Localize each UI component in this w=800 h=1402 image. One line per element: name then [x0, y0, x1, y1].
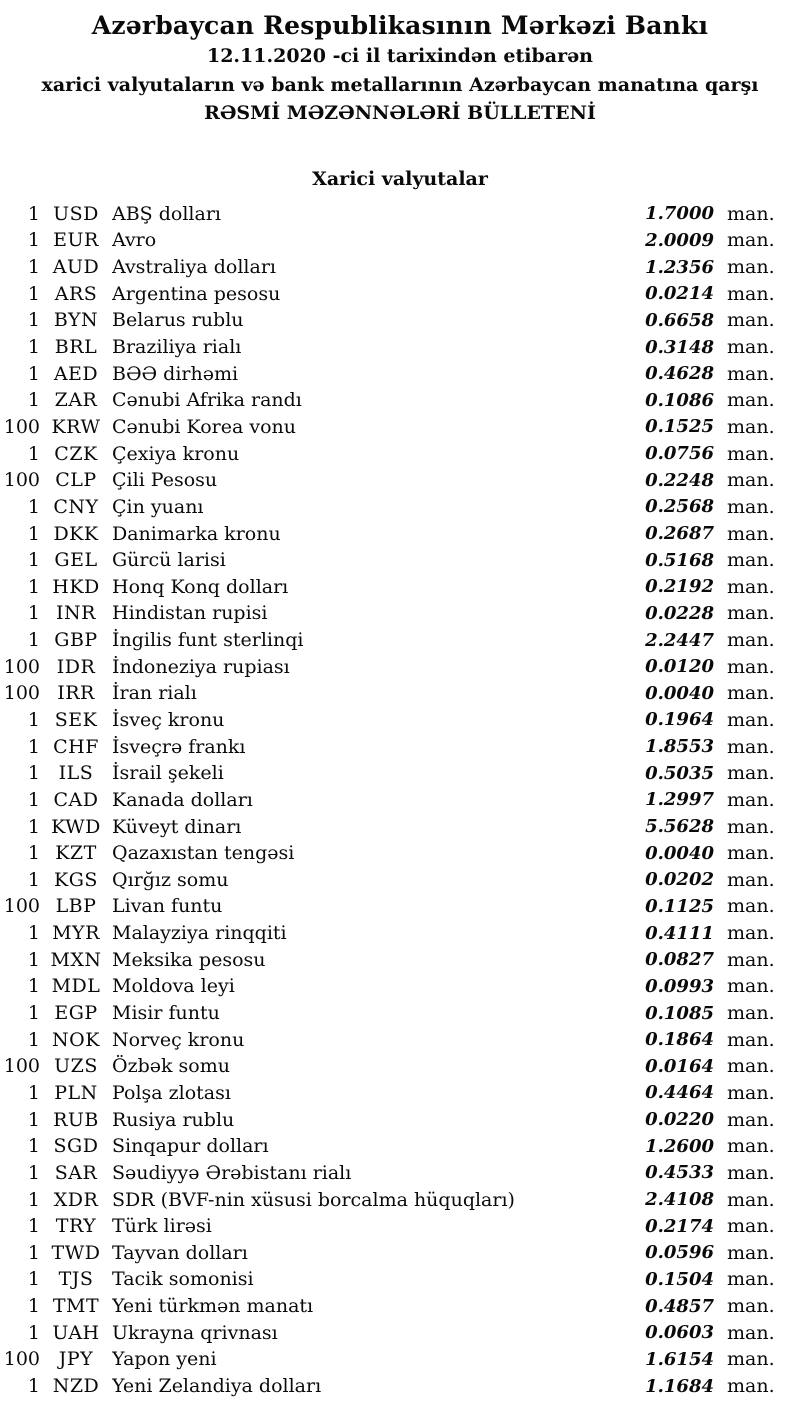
quantity-cell: 1 — [27, 788, 40, 811]
currency-code-cell: HKD — [52, 575, 100, 598]
quantity-cell: 1 — [27, 549, 40, 572]
rate-value-cell: 1.2997 — [645, 789, 714, 811]
rate-value-cell: 0.0040 — [645, 842, 714, 864]
currency-code-cell: INR — [56, 602, 96, 625]
currency-name-cell: Norveç kronu — [112, 1028, 245, 1051]
rate-row — [0, 1373, 800, 1400]
quantity-cell: 1 — [27, 336, 40, 359]
quantity-cell: 100 — [3, 895, 40, 918]
currency-code-cell: CHF — [53, 735, 99, 758]
quantity-cell: 1 — [27, 948, 40, 971]
currency-name-cell: Sinqapur dolları — [112, 1135, 269, 1158]
unit-cell: man. — [727, 1188, 775, 1211]
currency-code-cell: GEL — [54, 549, 98, 572]
currency-name-cell: ABŞ dolları — [112, 202, 221, 225]
currency-code-cell: KGS — [54, 868, 98, 891]
quantity-cell: 1 — [27, 1188, 40, 1211]
currency-code-cell: ILS — [58, 762, 94, 785]
currency-name-cell: Avro — [112, 229, 157, 252]
quantity-cell: 1 — [27, 282, 40, 305]
currency-code-cell: KWD — [51, 815, 101, 838]
rate-value-cell: 2.0009 — [645, 229, 714, 251]
unit-cell: man. — [727, 602, 775, 625]
currency-name-cell: Avstraliya dolları — [112, 256, 276, 279]
currency-code-cell: CLP — [55, 469, 97, 492]
quantity-cell: 1 — [27, 362, 40, 385]
currency-name-cell: Çili Pesosu — [112, 469, 218, 492]
rate-row — [0, 227, 800, 254]
unit-cell: man. — [727, 868, 775, 891]
currency-name-cell: Belarus rublu — [112, 309, 244, 332]
quantity-cell: 1 — [27, 735, 40, 758]
currency-name-cell: Yapon yeni — [112, 1348, 217, 1371]
currency-code-cell: NOK — [52, 1028, 100, 1051]
unit-cell: man. — [727, 336, 775, 359]
currency-code-cell: PLN — [54, 1081, 98, 1104]
currency-name-cell: Hindistan rupisi — [112, 602, 268, 625]
unit-cell: man. — [727, 682, 775, 705]
unit-cell: man. — [727, 815, 775, 838]
rate-value-cell: 0.4857 — [645, 1295, 714, 1317]
quantity-cell: 1 — [27, 229, 40, 252]
currency-code-cell: IDR — [56, 655, 96, 678]
rate-value-cell: 0.0202 — [645, 869, 714, 891]
currency-code-cell: NZD — [52, 1375, 100, 1397]
rate-value-cell: 1.2356 — [645, 256, 714, 278]
unit-cell: man. — [727, 1241, 775, 1264]
unit-cell: man. — [727, 788, 775, 811]
currency-name-cell: Səudiyyə Ərəbistanı rialı — [112, 1161, 352, 1184]
currency-code-cell: MXN — [50, 948, 102, 971]
unit-cell: man. — [727, 362, 775, 385]
unit-cell: man. — [727, 549, 775, 572]
currency-code-cell: CNY — [53, 495, 99, 518]
rate-value-cell: 0.4464 — [645, 1082, 714, 1104]
rate-row — [0, 973, 800, 1000]
unit-cell: man. — [727, 229, 775, 252]
quantity-cell: 1 — [27, 868, 40, 891]
rate-value-cell: 0.0756 — [645, 443, 714, 465]
unit-cell: man. — [727, 469, 775, 492]
rate-row — [0, 280, 800, 307]
rate-row — [0, 627, 800, 654]
currency-name-cell: Meksika pesosu — [112, 948, 266, 971]
rate-value-cell: 0.2568 — [645, 496, 714, 518]
rate-value-cell: 2.4108 — [645, 1189, 714, 1211]
rate-row — [0, 1213, 800, 1240]
rate-row — [0, 1133, 800, 1160]
rate-row — [0, 680, 800, 707]
currency-name-cell: Danimarka kronu — [112, 522, 281, 545]
unit-cell: man. — [727, 1321, 775, 1344]
rate-value-cell: 0.2192 — [645, 576, 714, 598]
page-title: Azərbaycan Respublikasının Mərkəzi Bankı — [91, 11, 709, 40]
unit-cell: man. — [727, 629, 775, 652]
currency-code-cell: UZS — [54, 1055, 98, 1078]
currency-code-cell: RUB — [53, 1108, 99, 1131]
rate-value-cell: 0.1504 — [645, 1268, 714, 1290]
rate-value-cell: 1.2600 — [645, 1135, 714, 1157]
unit-cell: man. — [727, 309, 775, 332]
unit-cell: man. — [727, 1081, 775, 1104]
rate-value-cell: 0.1525 — [645, 416, 714, 438]
currency-code-cell: CAD — [53, 788, 99, 811]
currency-code-cell: SAR — [54, 1161, 98, 1184]
unit-cell: man. — [727, 1055, 775, 1078]
quantity-cell: 1 — [27, 1321, 40, 1344]
currency-name-cell: Cənubi Korea vonu — [112, 415, 296, 438]
currency-code-cell: EUR — [53, 229, 99, 252]
unit-cell: man. — [727, 1348, 775, 1371]
unit-cell: man. — [727, 1135, 775, 1158]
currency-name-cell: İsveçrə frankı — [112, 735, 246, 758]
rate-row — [0, 946, 800, 973]
scope-line: xarici valyutaların və bank metallarının Azərbaycan manatına qarşı — [41, 73, 759, 96]
quantity-cell: 1 — [27, 522, 40, 545]
currency-name-cell: Kanada dolları — [112, 788, 253, 811]
currency-code-cell: USD — [53, 202, 99, 225]
unit-cell: man. — [727, 1002, 775, 1025]
quantity-cell: 100 — [3, 655, 40, 678]
unit-cell: man. — [727, 1161, 775, 1184]
currency-code-cell: AUD — [52, 256, 100, 279]
unit-cell: man. — [727, 1268, 775, 1291]
currency-name-cell: Rusiya rublu — [112, 1108, 235, 1131]
rate-row — [0, 1266, 800, 1293]
unit-cell: man. — [727, 1108, 775, 1131]
rate-row — [0, 520, 800, 547]
rate-row — [0, 760, 800, 787]
currency-code-cell: KZT — [55, 842, 97, 865]
quantity-cell: 1 — [27, 1002, 40, 1025]
rate-value-cell: 0.4111 — [645, 922, 714, 944]
rate-row — [0, 893, 800, 920]
currency-name-cell: Tayvan dolları — [112, 1241, 248, 1264]
rate-value-cell: 1.7000 — [645, 203, 714, 225]
rate-row — [0, 867, 800, 894]
rate-row — [0, 1239, 800, 1266]
rate-value-cell: 0.5035 — [645, 762, 714, 784]
rate-value-cell: 0.1864 — [645, 1029, 714, 1051]
currency-code-cell: ZAR — [54, 389, 98, 412]
unit-cell: man. — [727, 1028, 775, 1051]
currency-name-cell: Türk lirəsi — [112, 1215, 212, 1238]
currency-name-cell: Gürcü larisi — [112, 549, 226, 572]
unit-cell: man. — [727, 842, 775, 865]
quantity-cell: 1 — [27, 495, 40, 518]
unit-cell: man. — [727, 389, 775, 412]
currency-name-cell: Yeni türkmən manatı — [112, 1295, 314, 1318]
rate-row — [0, 467, 800, 494]
rate-row — [0, 494, 800, 521]
rate-row — [0, 787, 800, 814]
unit-cell: man. — [727, 975, 775, 998]
unit-cell: man. — [727, 735, 775, 758]
rate-row — [0, 414, 800, 441]
rate-value-cell: 0.0040 — [645, 682, 714, 704]
currency-name-cell: Argentina pesosu — [112, 282, 281, 305]
unit-cell: man. — [727, 575, 775, 598]
quantity-cell: 1 — [27, 1268, 40, 1291]
currency-name-cell: İngilis funt sterlinqi — [112, 629, 304, 652]
quantity-cell: 1 — [27, 575, 40, 598]
currency-code-cell: IRR — [57, 682, 95, 705]
quantity-cell: 1 — [27, 389, 40, 412]
currency-name-cell: Polşa zlotası — [112, 1081, 231, 1104]
rate-row — [0, 733, 800, 760]
rate-value-cell: 0.4628 — [645, 363, 714, 385]
currency-name-cell: Çin yuanı — [112, 495, 204, 518]
currency-code-cell: JPY — [58, 1348, 94, 1371]
rate-value-cell: 0.1085 — [645, 1002, 714, 1024]
rate-value-cell: 0.0827 — [645, 949, 714, 971]
quantity-cell: 1 — [27, 1241, 40, 1264]
rate-row — [0, 1080, 800, 1107]
currency-name-cell: Honq Konq dolları — [112, 575, 289, 598]
currency-code-cell: CZK — [54, 442, 98, 465]
quantity-cell: 1 — [27, 1215, 40, 1238]
rate-value-cell: 0.5168 — [645, 549, 714, 571]
currency-code-cell: TWD — [51, 1241, 101, 1264]
quantity-cell: 1 — [27, 1108, 40, 1131]
rate-row — [0, 547, 800, 574]
rate-row — [0, 334, 800, 361]
rate-row — [0, 360, 800, 387]
currency-name-cell: İsrail şekeli — [112, 762, 224, 785]
rate-value-cell: 0.2174 — [645, 1215, 714, 1237]
quantity-cell: 1 — [27, 442, 40, 465]
unit-cell: man. — [727, 442, 775, 465]
unit-cell: man. — [727, 1295, 775, 1318]
currency-name-cell: Yeni Zelandiya dolları — [112, 1375, 322, 1397]
rate-row — [0, 1000, 800, 1027]
currency-code-cell: GBP — [54, 629, 98, 652]
rate-row — [0, 1106, 800, 1133]
quantity-cell: 1 — [27, 1081, 40, 1104]
rate-value-cell: 1.8553 — [645, 736, 714, 758]
rate-row — [0, 1160, 800, 1187]
rate-row — [0, 201, 800, 228]
unit-cell: man. — [727, 655, 775, 678]
rate-row — [0, 920, 800, 947]
unit-cell: man. — [727, 522, 775, 545]
quantity-cell: 100 — [3, 415, 40, 438]
rate-value-cell: 0.0120 — [645, 656, 714, 678]
quantity-cell: 1 — [27, 1161, 40, 1184]
quantity-cell: 1 — [27, 256, 40, 279]
quantity-cell: 1 — [27, 1375, 40, 1397]
rate-row — [0, 600, 800, 627]
currency-name-cell: Misir funtu — [112, 1002, 220, 1025]
rate-value-cell: 0.1086 — [645, 389, 714, 411]
currency-name-cell: Tacik somonisi — [112, 1268, 254, 1291]
currency-name-cell: Küveyt dinarı — [112, 815, 242, 838]
currency-name-cell: İndoneziya rupiası — [112, 655, 290, 678]
bulletin-title: RƏSMİ MƏZƏNNƏLƏRİ BÜLLETENİ — [204, 102, 596, 124]
rate-row — [0, 1053, 800, 1080]
currency-name-cell: Qırğız somu — [112, 868, 229, 891]
quantity-cell: 1 — [27, 922, 40, 945]
rate-value-cell: 0.0993 — [645, 975, 714, 997]
rate-row — [0, 440, 800, 467]
currency-code-cell: UAH — [52, 1321, 100, 1344]
rate-row — [0, 813, 800, 840]
rate-value-cell: 0.2687 — [645, 523, 714, 544]
currency-code-cell: TJS — [58, 1268, 94, 1291]
rate-value-cell: 0.6658 — [645, 309, 714, 331]
rate-value-cell: 0.0220 — [645, 1109, 714, 1131]
unit-cell: man. — [727, 282, 775, 305]
currency-name-cell: SDR (BVF-nin xüsusi borcalma hüquqları) — [112, 1188, 515, 1211]
currency-name-cell: İran rialı — [112, 682, 197, 705]
currency-name-cell: İsveç kronu — [112, 708, 225, 731]
rate-value-cell: 0.0596 — [645, 1242, 714, 1264]
currency-name-cell: BƏƏ dirhəmi — [112, 362, 239, 385]
rate-value-cell: 2.2447 — [645, 629, 714, 651]
unit-cell: man. — [727, 1215, 775, 1238]
rate-value-cell: 0.0214 — [645, 283, 714, 305]
quantity-cell: 1 — [27, 815, 40, 838]
rate-value-cell: 0.1125 — [645, 895, 714, 917]
quantity-cell: 100 — [3, 1348, 40, 1371]
unit-cell: man. — [727, 895, 775, 918]
effective-date-line: 12.11.2020 -ci il tarixindən etibarən — [206, 45, 593, 67]
unit-cell: man. — [727, 202, 775, 225]
quantity-cell: 100 — [3, 682, 40, 705]
unit-cell: man. — [727, 1375, 775, 1397]
unit-cell: man. — [727, 495, 775, 518]
unit-cell: man. — [727, 256, 775, 279]
currency-name-cell: Malayziya rinqqiti — [112, 922, 287, 945]
rate-row — [0, 387, 800, 414]
rate-row — [0, 254, 800, 281]
currency-name-cell: Qazaxıstan tengəsi — [112, 842, 295, 865]
rate-row — [0, 1319, 800, 1346]
currency-code-cell: SGD — [53, 1135, 99, 1158]
section-title-foreign-currencies: Xarici valyutalar — [312, 167, 488, 190]
rate-row — [0, 707, 800, 734]
currency-code-cell: AED — [53, 362, 99, 385]
rate-row — [0, 1186, 800, 1213]
quantity-cell: 1 — [27, 602, 40, 625]
currency-name-cell: Moldova leyi — [112, 975, 235, 998]
currency-name-cell: Ukrayna qrivnası — [112, 1321, 278, 1344]
currency-code-cell: KRW — [51, 415, 101, 438]
rates-list — [0, 201, 800, 1400]
bulletin-header — [0, 9, 800, 128]
rate-value-cell: 5.5628 — [645, 816, 714, 838]
quantity-cell: 1 — [27, 309, 40, 332]
currency-code-cell: BRL — [54, 336, 98, 359]
rate-value-cell: 1.6154 — [645, 1348, 714, 1370]
rate-row — [0, 307, 800, 334]
currency-code-cell: BYN — [53, 309, 99, 332]
rate-value-cell: 0.3148 — [645, 336, 714, 358]
rate-value-cell: 0.0603 — [645, 1322, 714, 1344]
rate-row — [0, 1346, 800, 1373]
currency-code-cell: MDL — [51, 975, 101, 998]
rate-value-cell: 0.4533 — [645, 1162, 714, 1184]
currency-code-cell: MYR — [52, 922, 100, 945]
unit-cell: man. — [727, 415, 775, 438]
quantity-cell: 1 — [27, 975, 40, 998]
quantity-cell: 1 — [27, 202, 40, 225]
rate-value-cell: 0.1964 — [645, 709, 714, 731]
quantity-cell: 1 — [27, 1295, 40, 1318]
rate-row — [0, 573, 800, 600]
quantity-cell: 1 — [27, 762, 40, 785]
quantity-cell: 100 — [3, 1055, 40, 1078]
rate-row — [0, 653, 800, 680]
currency-code-cell: XDR — [53, 1188, 99, 1211]
rate-value-cell: 0.2248 — [645, 469, 714, 491]
currency-code-cell: ARS — [54, 282, 98, 305]
quantity-cell: 1 — [27, 1028, 40, 1051]
currency-code-cell: SEK — [54, 708, 98, 731]
rate-row — [0, 840, 800, 867]
currency-code-cell: DKK — [53, 522, 99, 545]
currency-code-cell: TRY — [55, 1215, 97, 1238]
rate-value-cell: 0.0228 — [645, 602, 714, 624]
currency-code-cell: EGP — [54, 1002, 98, 1025]
currency-code-cell: TMT — [52, 1295, 100, 1318]
quantity-cell: 1 — [27, 708, 40, 731]
unit-cell: man. — [727, 922, 775, 945]
rate-value-cell: 1.1684 — [645, 1375, 714, 1397]
unit-cell: man. — [727, 948, 775, 971]
currency-name-cell: Özbək somu — [112, 1055, 230, 1078]
rate-value-cell: 0.0164 — [645, 1055, 714, 1077]
rate-row — [0, 1293, 800, 1320]
quantity-cell: 1 — [27, 1135, 40, 1158]
rate-row — [0, 1026, 800, 1053]
quantity-cell: 1 — [27, 629, 40, 652]
currency-name-cell: Livan funtu — [112, 895, 223, 918]
unit-cell: man. — [727, 708, 775, 731]
currency-code-cell: LBP — [55, 895, 97, 918]
currency-name-cell: Braziliya rialı — [112, 336, 242, 359]
unit-cell: man. — [727, 762, 775, 785]
currency-name-cell: Çexiya kronu — [112, 442, 240, 465]
quantity-cell: 1 — [27, 842, 40, 865]
currency-name-cell: Cənubi Afrika randı — [112, 389, 302, 412]
quantity-cell: 100 — [3, 469, 40, 492]
